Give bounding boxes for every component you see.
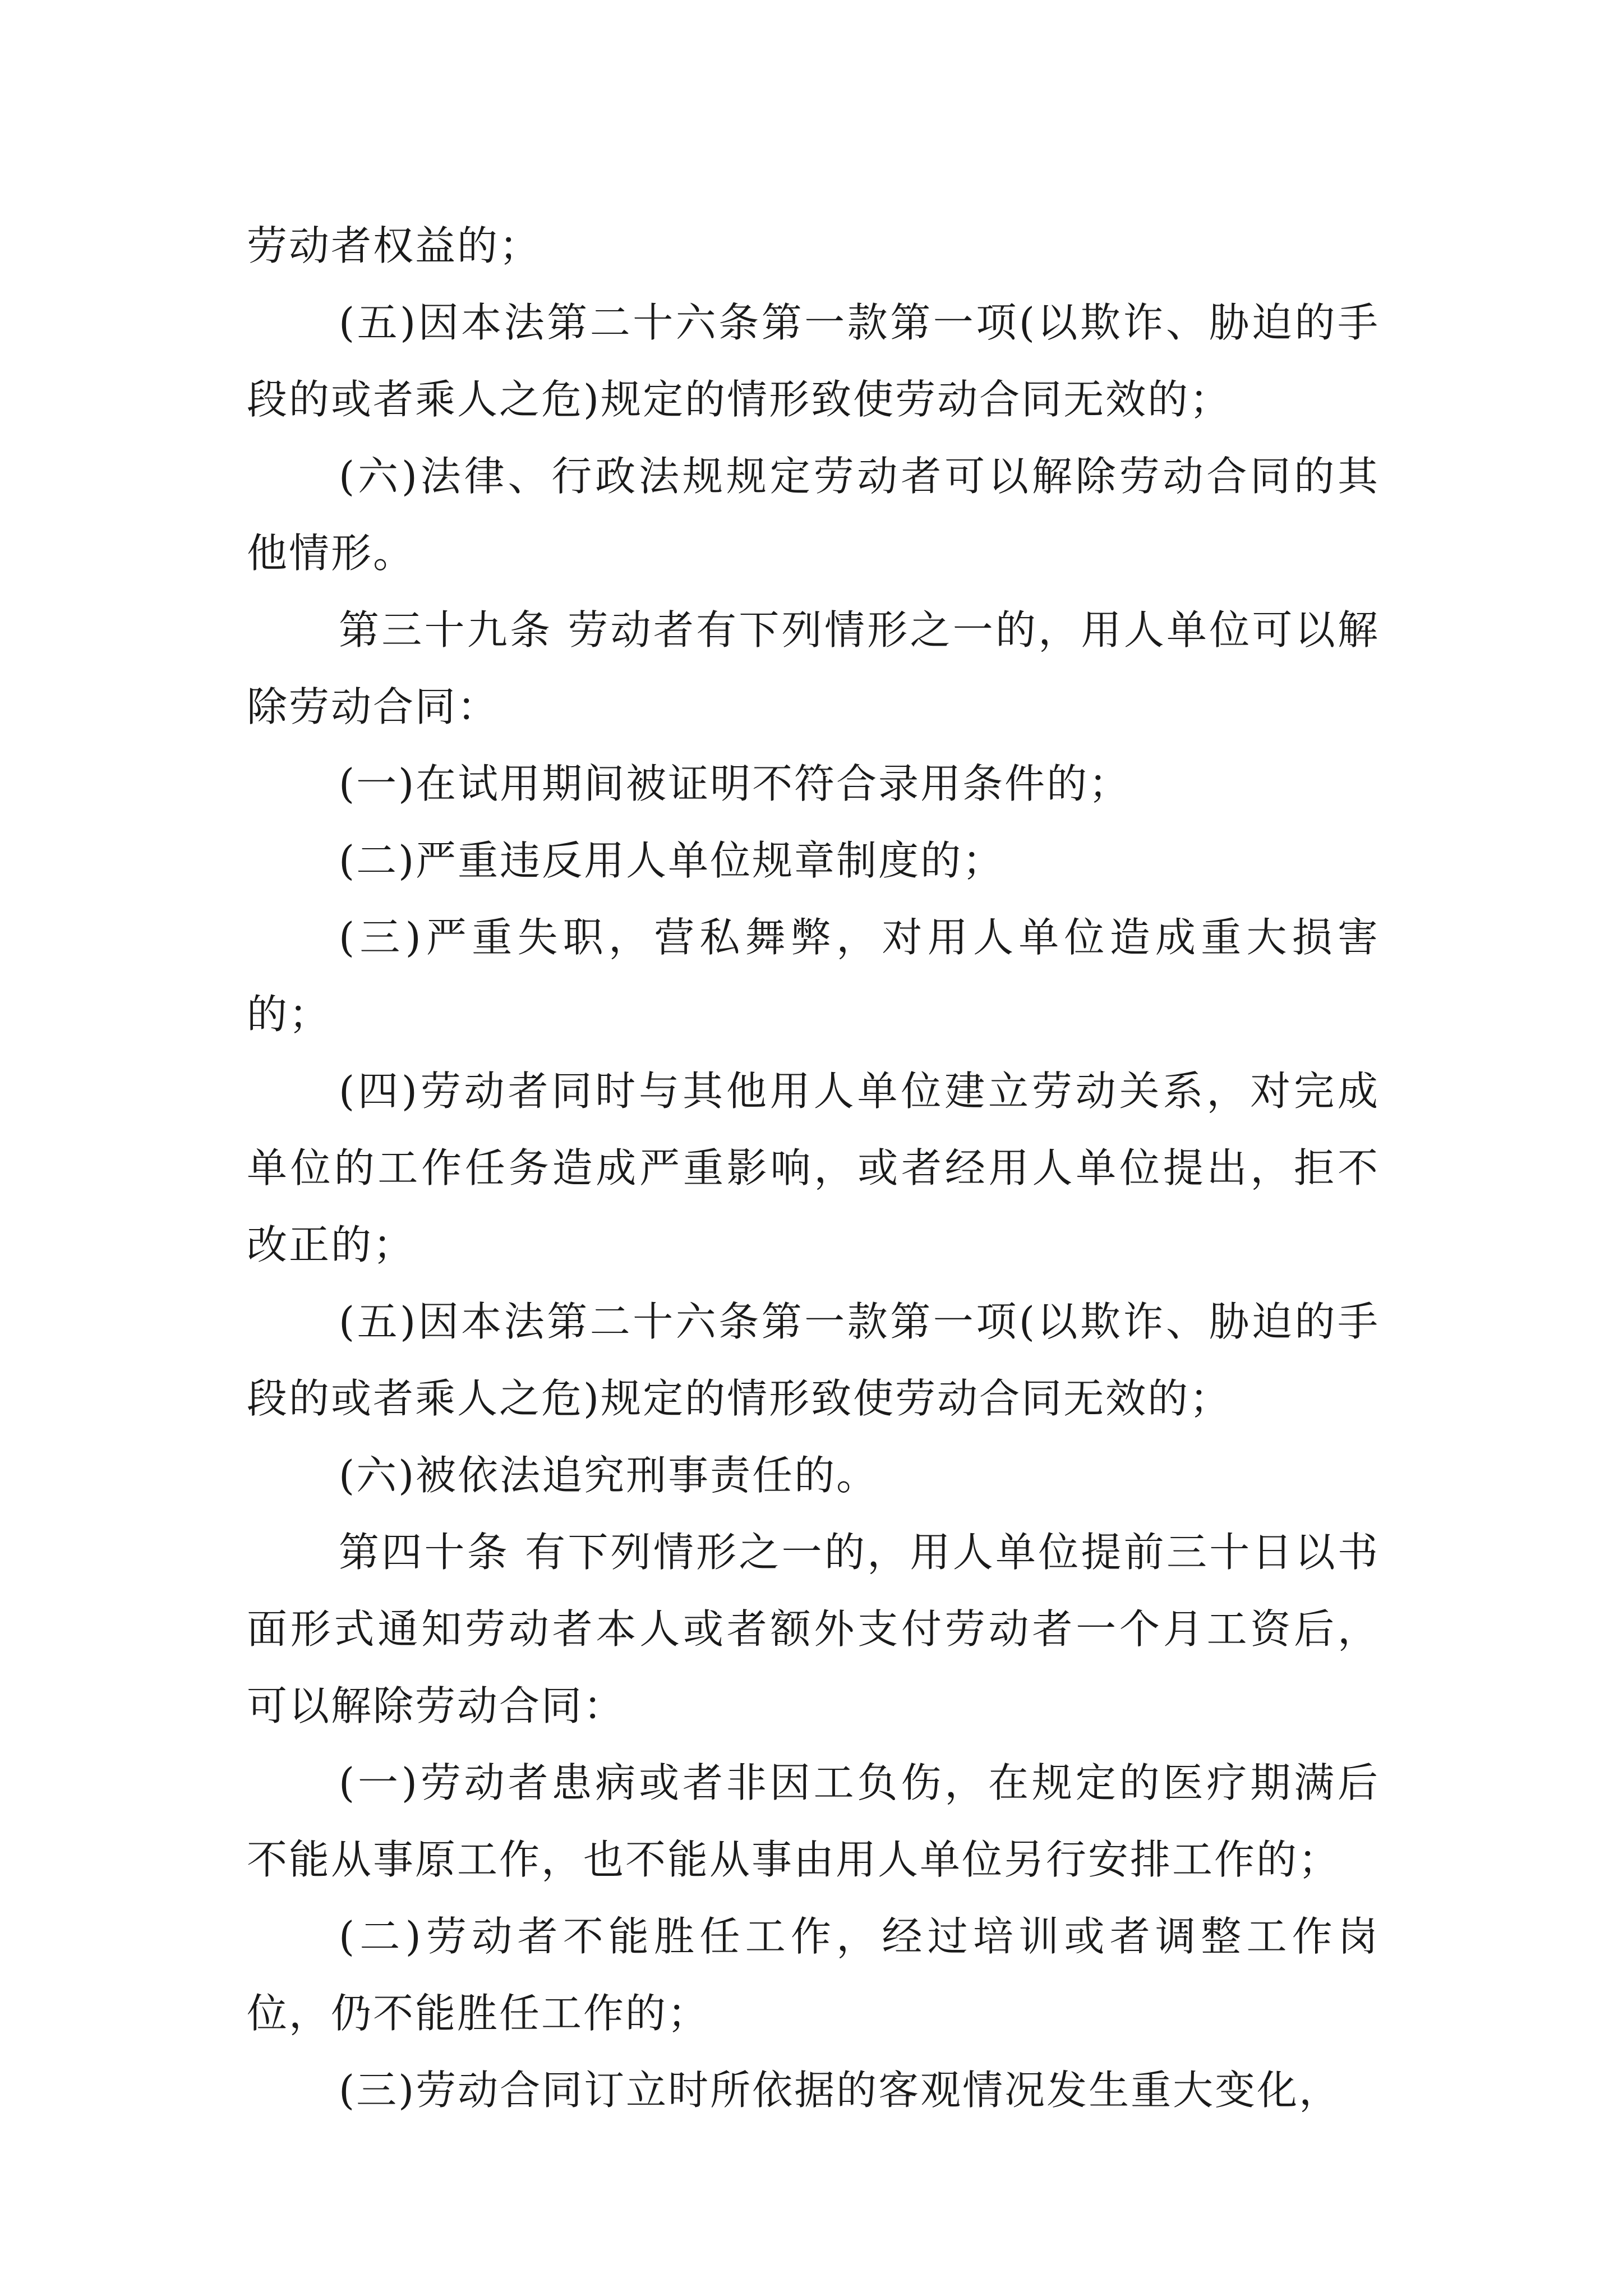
paragraph-9: (五)因本法第二十六条第一款第一项(以欺诈、胁迫的手段的或者乘人之危)规定的情形致使劳动合同无效的； [247,1298,1380,1422]
paragraph-3: (六)法律、行政法规规定劳动者可以解除劳动合同的其他情形。 [247,453,1380,577]
paragraph-13: (二)劳动者不能胜任工作，经过培训或者调整工作岗位，仍不能胜任工作的； [247,1913,1380,2037]
paragraph-5: (一)在试用期间被证明不符合录用条件的； [339,760,1131,807]
paragraph-2: (五)因本法第二十六条第一款第一项(以欺诈、胁迫的手段的或者乘人之危)规定的情形致使劳动合同无效的； [247,299,1380,423]
paragraph-1: 劳动者权益的； [247,222,542,269]
paragraph-10: (六)被依法追究刑事责任的。 [339,1452,879,1499]
document-body [247,208,1380,2129]
paragraph-7: (三)严重失职，营私舞弊，对用人单位造成重大损害的； [247,914,1380,1038]
paragraph-6: (二)严重违反用人单位规章制度的； [339,837,1005,884]
article-39-heading: 第三十九条 劳动者有下列情形之一的，用人单位可以解除劳动合同： [247,606,1380,730]
paragraph-12: (一)劳动者患病或者非因工负伤，在规定的医疗期满后不能从事原工作，也不能从事由用人单位另行安排工作的； [247,1759,1380,1883]
paragraph-8: (四)劳动者同时与其他用人单位建立劳动关系，对完成单位的工作任务造成严重影响，或者经用人单位提出，拒不改正的； [247,1068,1380,1268]
paragraph-14: (三)劳动合同订立时所依据的客观情况发生重大变化， [339,2067,1341,2114]
article-40-heading: 第四十条 有下列情形之一的，用人单位提前三十日以书面形式通知劳动者本人或者额外支付劳动者一个月工资后，可以解除劳动合同： [247,1529,1380,1729]
